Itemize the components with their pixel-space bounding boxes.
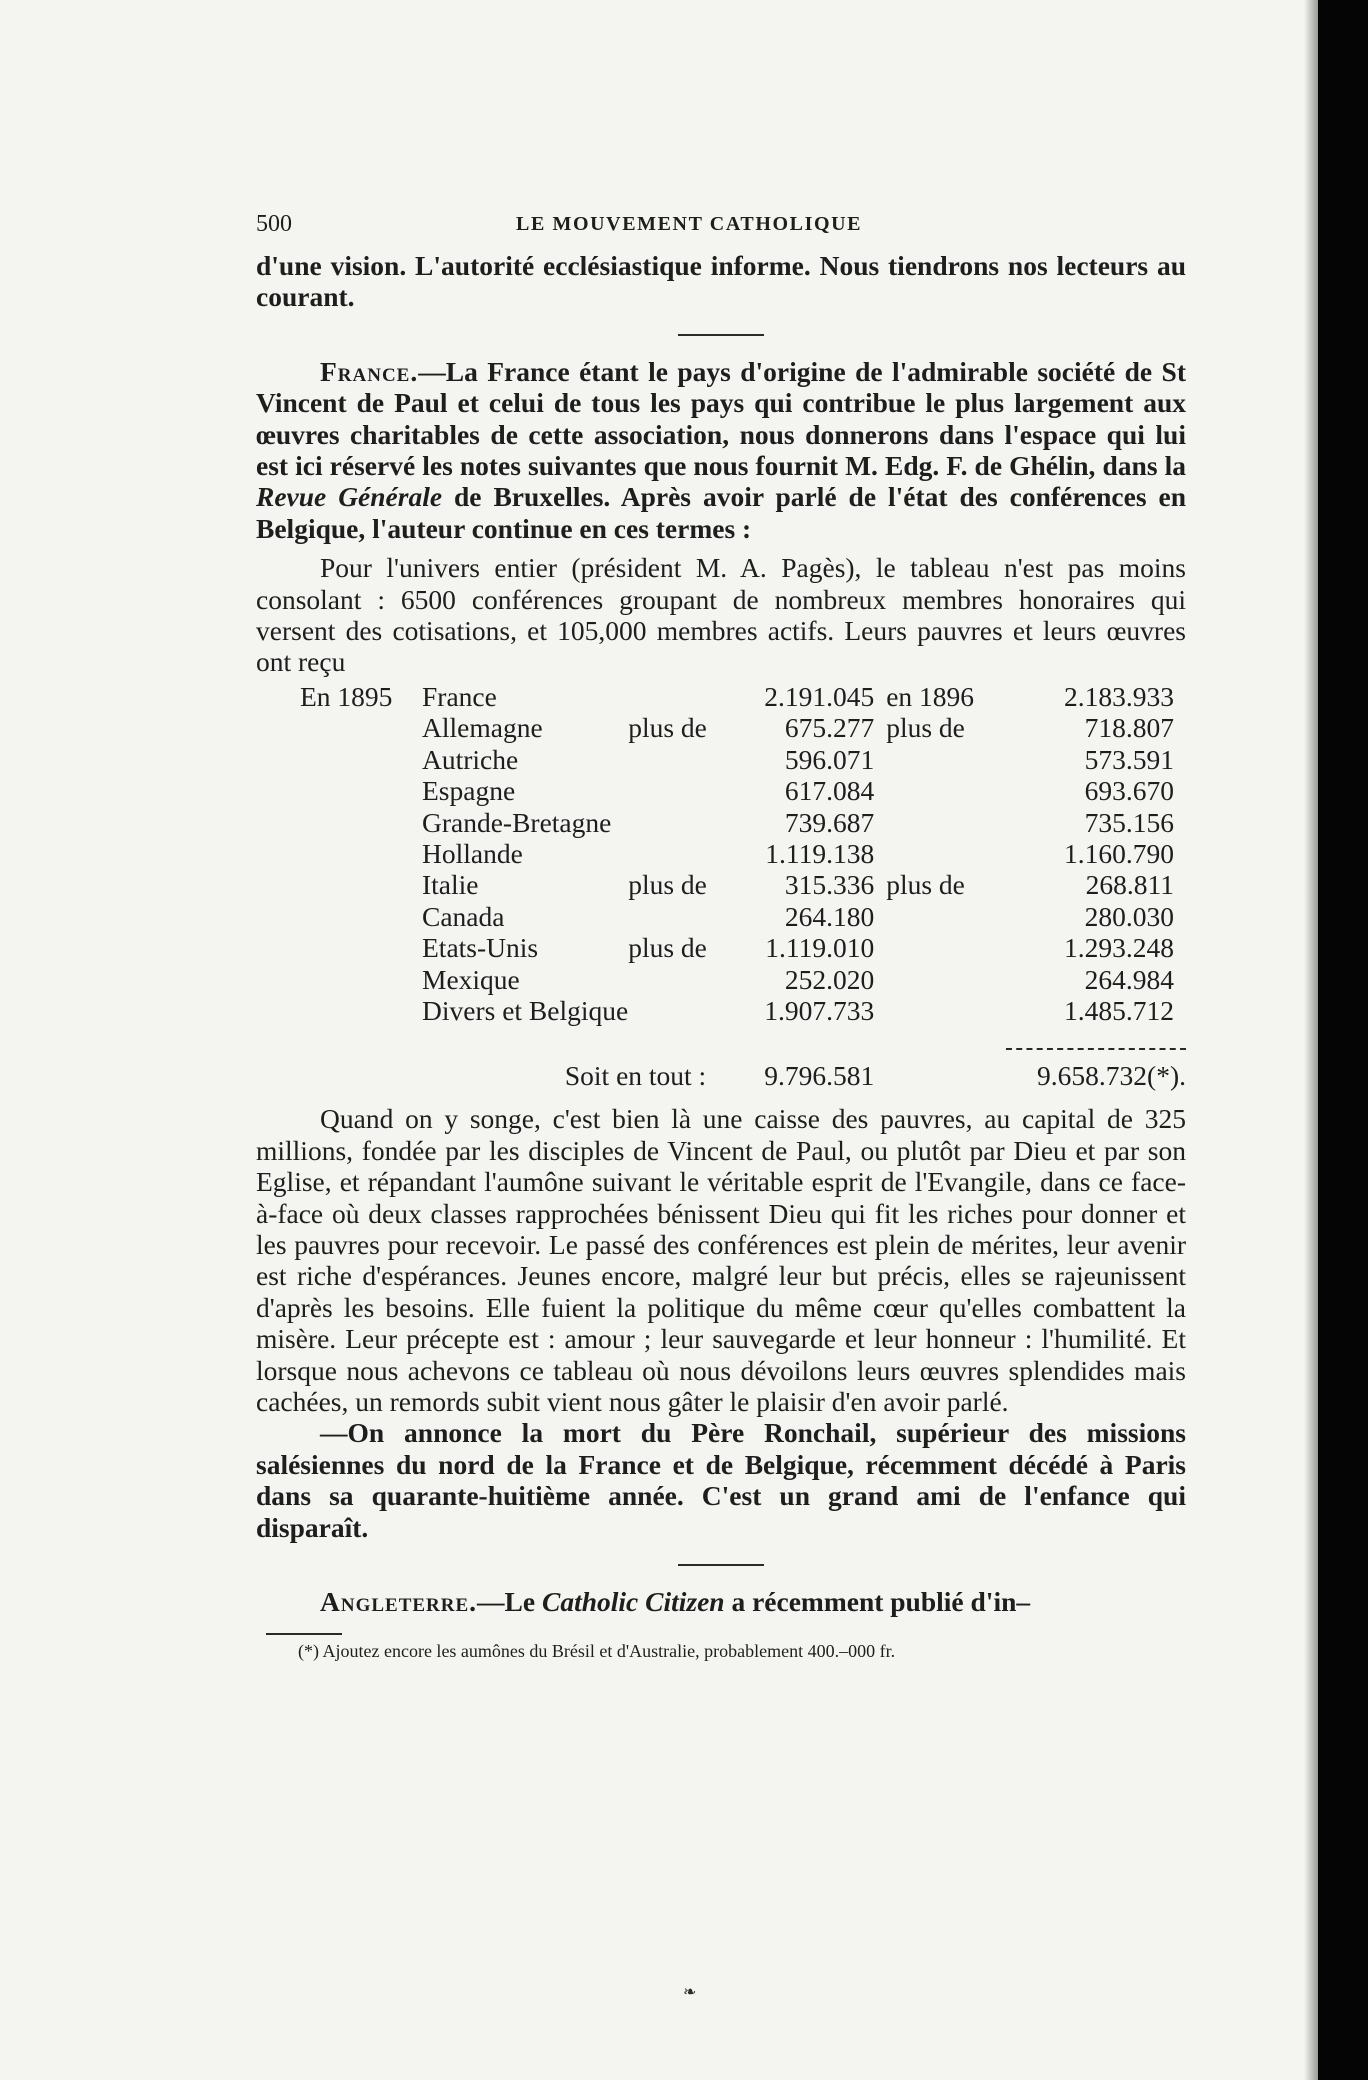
value-1896: 1.485.712: [1064, 994, 1174, 1026]
year-1895-label: [256, 712, 422, 743]
section-divider-2: [678, 1564, 764, 1566]
value-1895: 1.907.733: [764, 994, 875, 1026]
year-1896-label: plus de: [886, 869, 965, 901]
qualifier-1895: plus de: [628, 932, 707, 964]
year-1895-label: [256, 932, 422, 963]
year-1895-label: En 1895: [300, 680, 393, 712]
paragraph-angleterre: [256, 1586, 1186, 1617]
paragraph-ronchail: —On annonce la mort du Père Ronchail, supérieur des missions salésiennes du nord de la France et de Belgique, récemment décédé à Paris dans sa quarante-huitième année. C'est un grand ami de l'enfance qui disparaît.: [256, 1417, 1186, 1543]
total-rule-cell: [990, 1026, 1186, 1057]
table-row: [256, 681, 1186, 712]
country-name: Allemagne: [422, 712, 543, 744]
paragraph-vision: d'une vision. L'autorité ecclésiastique informe. Nous tiendrons nos lecteurs au courant.: [256, 250, 1186, 313]
qualifier-1895: [628, 775, 724, 806]
country-name: Canada: [422, 900, 505, 932]
value-1896: 1.293.248: [1064, 932, 1174, 964]
year-1896-label: en 1896: [886, 680, 975, 712]
value-1895: 675.277: [784, 712, 875, 744]
angleterre-text-part-1: —Le: [477, 1586, 542, 1618]
year-1896-label: plus de: [886, 712, 965, 744]
year-1896-label: [874, 995, 986, 1026]
value-1895: 264.180: [784, 900, 875, 932]
qualifier-1895: [628, 995, 724, 1026]
table-row: [256, 995, 1186, 1026]
table-row: [256, 744, 1186, 775]
table-row: [256, 869, 1186, 900]
empty-cell: [628, 1026, 724, 1057]
paragraph-quote-intro: Pour l'univers entier (président M. A. Pagès), le tableau n'est pas moins consolant : 6500 conférences groupant de nombreux membres honoraires qui versent des cotisations, et 105,000 membres actifs. Leurs pauvres et leurs œuvres ont reçu: [256, 552, 1186, 678]
year-1895-label: [256, 964, 422, 995]
year-1895-label: [256, 869, 422, 900]
country-name: Grande-Bretagne: [422, 806, 612, 838]
total-rule-row: [256, 1026, 1186, 1057]
paragraph-france: [256, 356, 1186, 544]
qualifier-1895: plus de: [628, 869, 707, 901]
year-1896-label: [874, 901, 986, 932]
text-block: [256, 200, 1186, 1662]
total-rule-line: [1006, 1034, 1186, 1050]
value-1895: 1.119.138: [765, 837, 875, 869]
qualifier-1895: [628, 681, 724, 712]
section-divider: [678, 334, 764, 336]
value-1896: 280.030: [1084, 900, 1174, 932]
value-1895: 596.071: [784, 743, 875, 775]
value-1896: 735.156: [1084, 806, 1174, 838]
total-1896: 9.658.732(*).: [1037, 1059, 1186, 1091]
section-heading-france: France.: [320, 355, 419, 387]
footnote: (*) Ajoutez encore les aumônes du Brésil et d'Australie, probablement 400.–000 fr.: [298, 1641, 896, 1662]
qualifier-1895: [628, 744, 724, 775]
total-row: [256, 1057, 1186, 1093]
value-1895: 739.687: [784, 806, 875, 838]
alms-table-body: [256, 681, 1186, 1093]
year-1896-label: [874, 964, 986, 995]
year-1895-label: [256, 901, 422, 932]
year-1896-label: [874, 807, 986, 838]
alms-table: [256, 681, 1186, 1093]
table-row: [256, 775, 1186, 806]
country-name: Italie: [422, 869, 479, 901]
value-1896: 718.807: [1084, 712, 1174, 744]
empty-cell: [256, 1026, 422, 1057]
year-1895-label: [256, 775, 422, 806]
table-row: [256, 901, 1186, 932]
country-name: Divers et Belgique: [422, 994, 629, 1026]
total-1895: 9.796.581: [764, 1059, 875, 1091]
paragraph-quand: Quand on y songe, c'est bien là une caisse des pauvres, au capital de 325 millions, fondée par les disciples de Vincent de Paul, ou plutôt par Dieu et par son Eglise, et répandant l'aumône suivant le véritable esprit de l'Evangile, dans ce face-à-face où deux classes rapprochées bénissent Dieu qui fit les riches pour donner et les pauvres pour recevoir. Le passé des conférences est plein de mérites, leur avenir est riche d'espérances. Jeunes encore, malgré leur but précis, elles se rajeunissent d'après les besoins. Elle fuient la politique du même cœur qu'elles combattent la misère. Leur précepte est : amour ; leur sauvegarde et leur honneur : l'humilité. Et lorsque nous achevons ce tableau où nous dévoilons leurs œuvres splendides mais cachées, un remords subit vient nous gâter le plaisir d'en avoir parlé.: [256, 1103, 1186, 1417]
country-name: France: [422, 680, 497, 712]
value-1896: 573.591: [1084, 743, 1174, 775]
country-name: Autriche: [422, 743, 519, 775]
printer-ornament-icon: ❧: [683, 1982, 697, 2001]
revue-generale-title: Revue Générale: [256, 481, 443, 513]
country-name: Espagne: [422, 775, 516, 807]
running-title: LE MOUVEMENT CATHOLIQUE: [516, 213, 863, 236]
page-edge-shadow: [1304, 0, 1318, 2080]
section-heading-angleterre: Angleterre.: [320, 1586, 478, 1618]
value-1896: 268.811: [1085, 869, 1174, 901]
empty-cell: [422, 1026, 628, 1057]
footnote-rule: [266, 1633, 342, 1635]
value-1895: 1.119.010: [765, 932, 875, 964]
year-1895-label: [256, 807, 422, 838]
table-row: [256, 807, 1186, 838]
qualifier-1895: [628, 807, 724, 838]
value-1895: 252.020: [784, 963, 875, 995]
year-1895-label: [256, 995, 422, 1026]
value-1896: 264.984: [1084, 963, 1174, 995]
country-name: Mexique: [422, 963, 520, 995]
year-1896-label: [874, 775, 986, 806]
angleterre-text-part-2: a récemment publié d'in–: [724, 1586, 1031, 1618]
qualifier-1895: [628, 838, 724, 869]
table-row: [256, 712, 1186, 743]
france-text-part-1: —La France étant le pays d'origine de l'admirable société de St Vincent de Paul et celui de tous les pays qui contribue le plus largement aux œuvres charitables de cette association, nous donnerons dans l'espace qui lui est ici réservé les notes suivantes que nous fournit M. Edg. F. de Ghélin, dans la: [256, 355, 1186, 482]
year-1895-label: [256, 744, 422, 775]
table-row: [256, 838, 1186, 869]
value-1895: 617.084: [784, 775, 875, 807]
running-head: [256, 200, 1186, 250]
empty-cell: [874, 1026, 986, 1057]
value-1896: 1.160.790: [1064, 837, 1174, 869]
page-number: 500: [256, 211, 292, 238]
year-1895-label: [256, 838, 422, 869]
value-1896: 693.670: [1084, 775, 1174, 807]
total-label: Soit en tout :: [564, 1059, 707, 1091]
qualifier-1895: [628, 901, 724, 932]
year-1896-label: [874, 838, 986, 869]
table-row: [256, 964, 1186, 995]
country-name: Hollande: [422, 837, 523, 869]
value-1895: 315.336: [784, 869, 875, 901]
catholic-citizen-title: Catholic Citizen: [541, 1586, 725, 1618]
value-1896: 2.183.933: [1064, 680, 1174, 712]
qualifier-1895: plus de: [628, 712, 707, 744]
empty-cell: [724, 1026, 874, 1057]
table-row: [256, 932, 1186, 963]
country-name: Etats-Unis: [422, 932, 539, 964]
value-1895: 2.191.045: [764, 680, 875, 712]
year-1896-label: [874, 932, 986, 963]
france-text-part-2: de Bruxelles. Après avoir parlé de l'état des conférences en Belgique, l'auteur continue en ces termes :: [256, 481, 1186, 544]
year-1896-label: [874, 744, 986, 775]
qualifier-1895: [628, 964, 724, 995]
